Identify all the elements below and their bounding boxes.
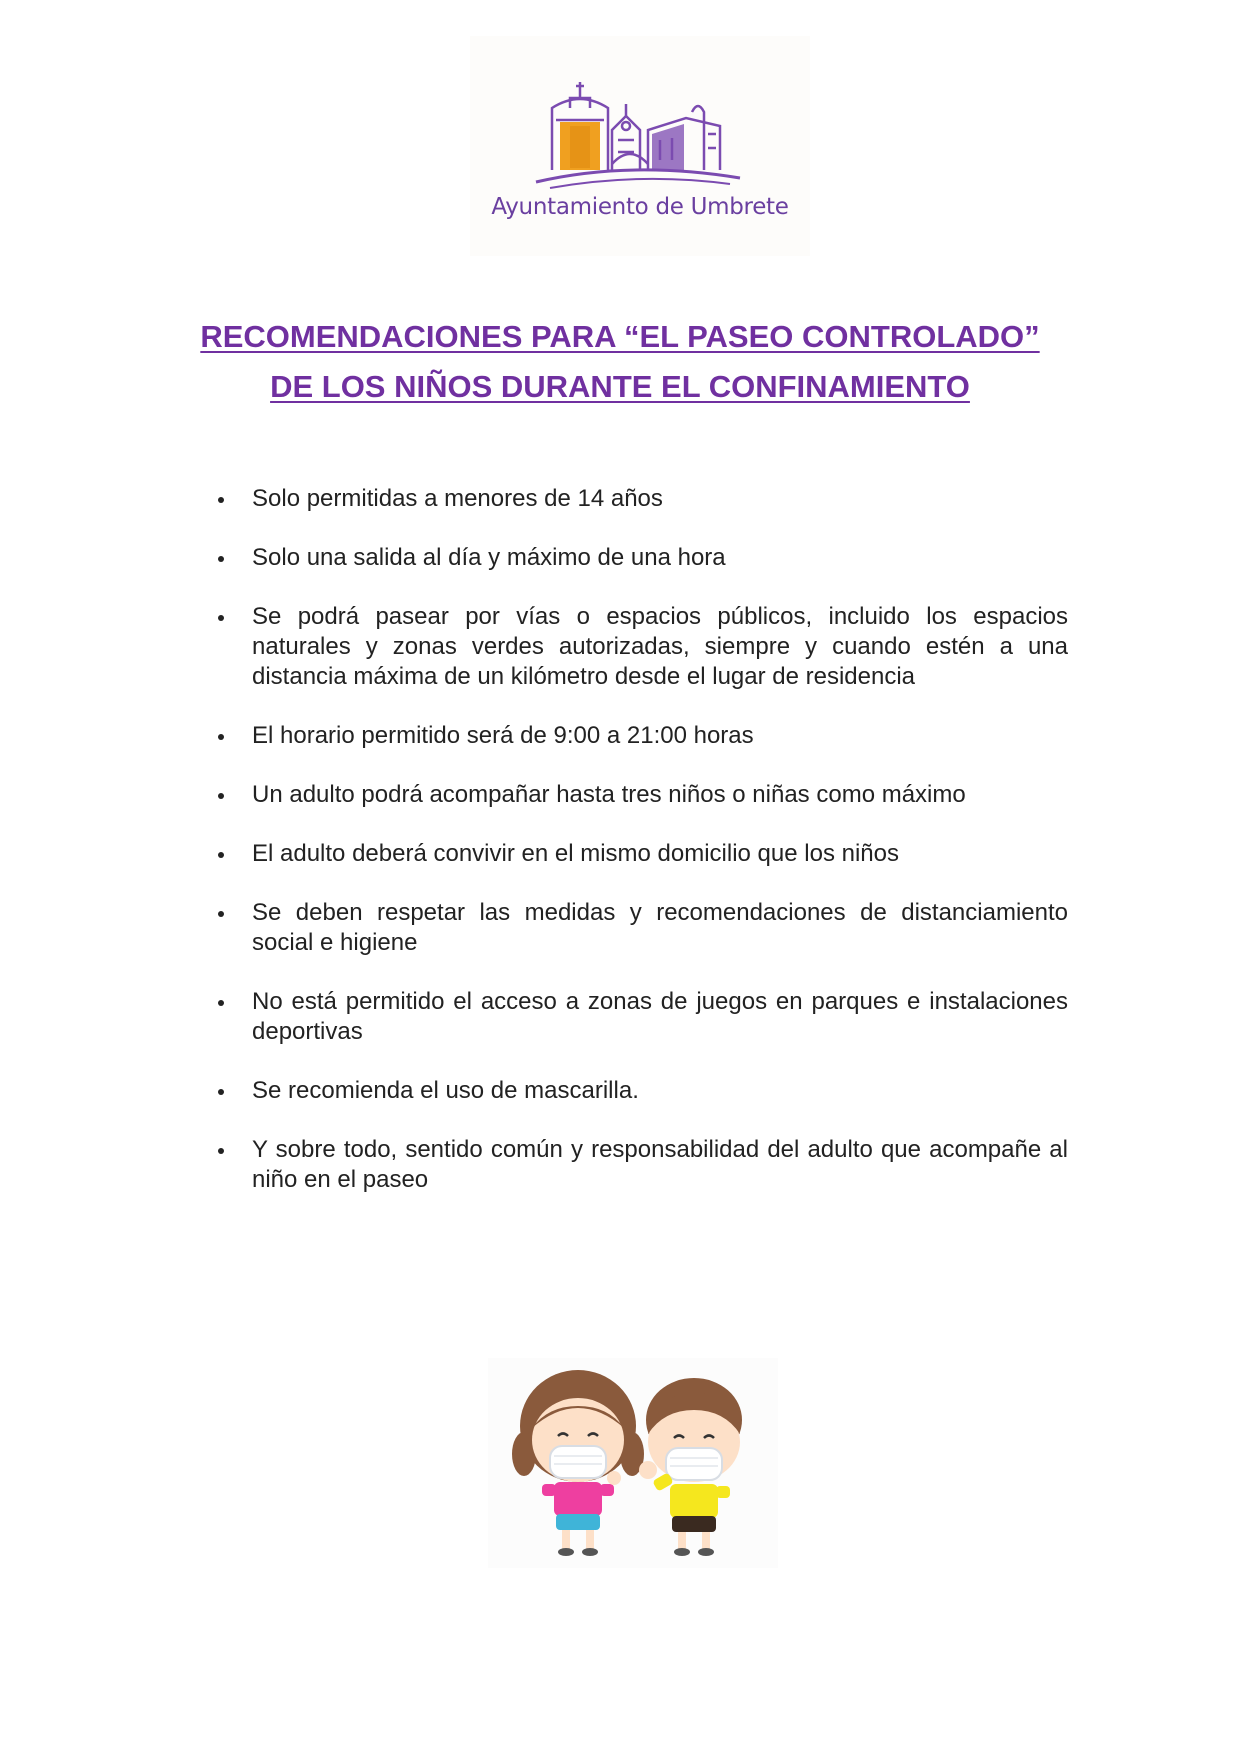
list-item-text: Y sobre todo, sentido común y responsabilidad del adulto que acompañe al niño en el paseo: [252, 1136, 1068, 1193]
list-item: [214, 1076, 1068, 1106]
list-item-text: El horario permitido será de 9:00 a 21:00 horas: [252, 722, 754, 749]
title-line-1: RECOMENDACIONES PARA “EL PASEO CONTROLADO”: [200, 319, 1040, 354]
bullet-icon: [218, 1000, 224, 1006]
logo-text: Ayuntamiento de Umbrete: [491, 194, 789, 220]
list-item: [214, 484, 1068, 514]
page-title: [120, 312, 1120, 412]
bullet-icon: [218, 1089, 224, 1095]
list-item: [214, 898, 1068, 958]
list-item: [214, 1135, 1068, 1195]
girl-figure: [512, 1370, 644, 1556]
bullet-icon: [218, 497, 224, 503]
boy-figure: [639, 1378, 742, 1556]
recommendations-list: [214, 484, 1068, 1224]
list-item-text: No está permitido el acceso a zonas de juegos en parques e instalaciones deportivas: [252, 988, 1068, 1045]
bullet-icon: [218, 556, 224, 562]
children-with-masks-illustration: [488, 1358, 778, 1568]
list-item-text: Solo una salida al día y máximo de una hora: [252, 544, 726, 571]
list-item-text: Se recomienda el uso de mascarilla.: [252, 1077, 639, 1104]
list-item-text: Solo permitidas a menores de 14 años: [252, 485, 663, 512]
list-item: [214, 602, 1068, 692]
list-item-text: Se podrá pasear por vías o espacios públicos, incluido los espacios naturales y zonas verdes autorizadas, siempre y cuando estén a una distancia máxima de un kilómetro desde el lugar de residencia: [252, 603, 1068, 690]
title-line-2: DE LOS NIÑOS DURANTE EL CONFINAMIENTO: [270, 369, 970, 404]
list-item: [214, 780, 1068, 810]
list-item: [214, 839, 1068, 869]
list-item-text: El adulto deberá convivir en el mismo domicilio que los niños: [252, 840, 899, 867]
bullet-icon: [218, 911, 224, 917]
list-item-text: Un adulto podrá acompañar hasta tres niños o niñas como máximo: [252, 781, 966, 808]
list-item: [214, 543, 1068, 573]
bullet-icon: [218, 1148, 224, 1154]
bullet-icon: [218, 852, 224, 858]
bullet-icon: [218, 734, 224, 740]
list-item: [214, 987, 1068, 1047]
municipality-logo: [470, 36, 810, 256]
list-item: [214, 721, 1068, 751]
bullet-icon: [218, 615, 224, 621]
children-icon: [488, 1358, 778, 1568]
bullet-icon: [218, 793, 224, 799]
town-hall-icon: [530, 60, 750, 190]
list-item-text: Se deben respetar las medidas y recomendaciones de distanciamiento social e higiene: [252, 899, 1068, 956]
